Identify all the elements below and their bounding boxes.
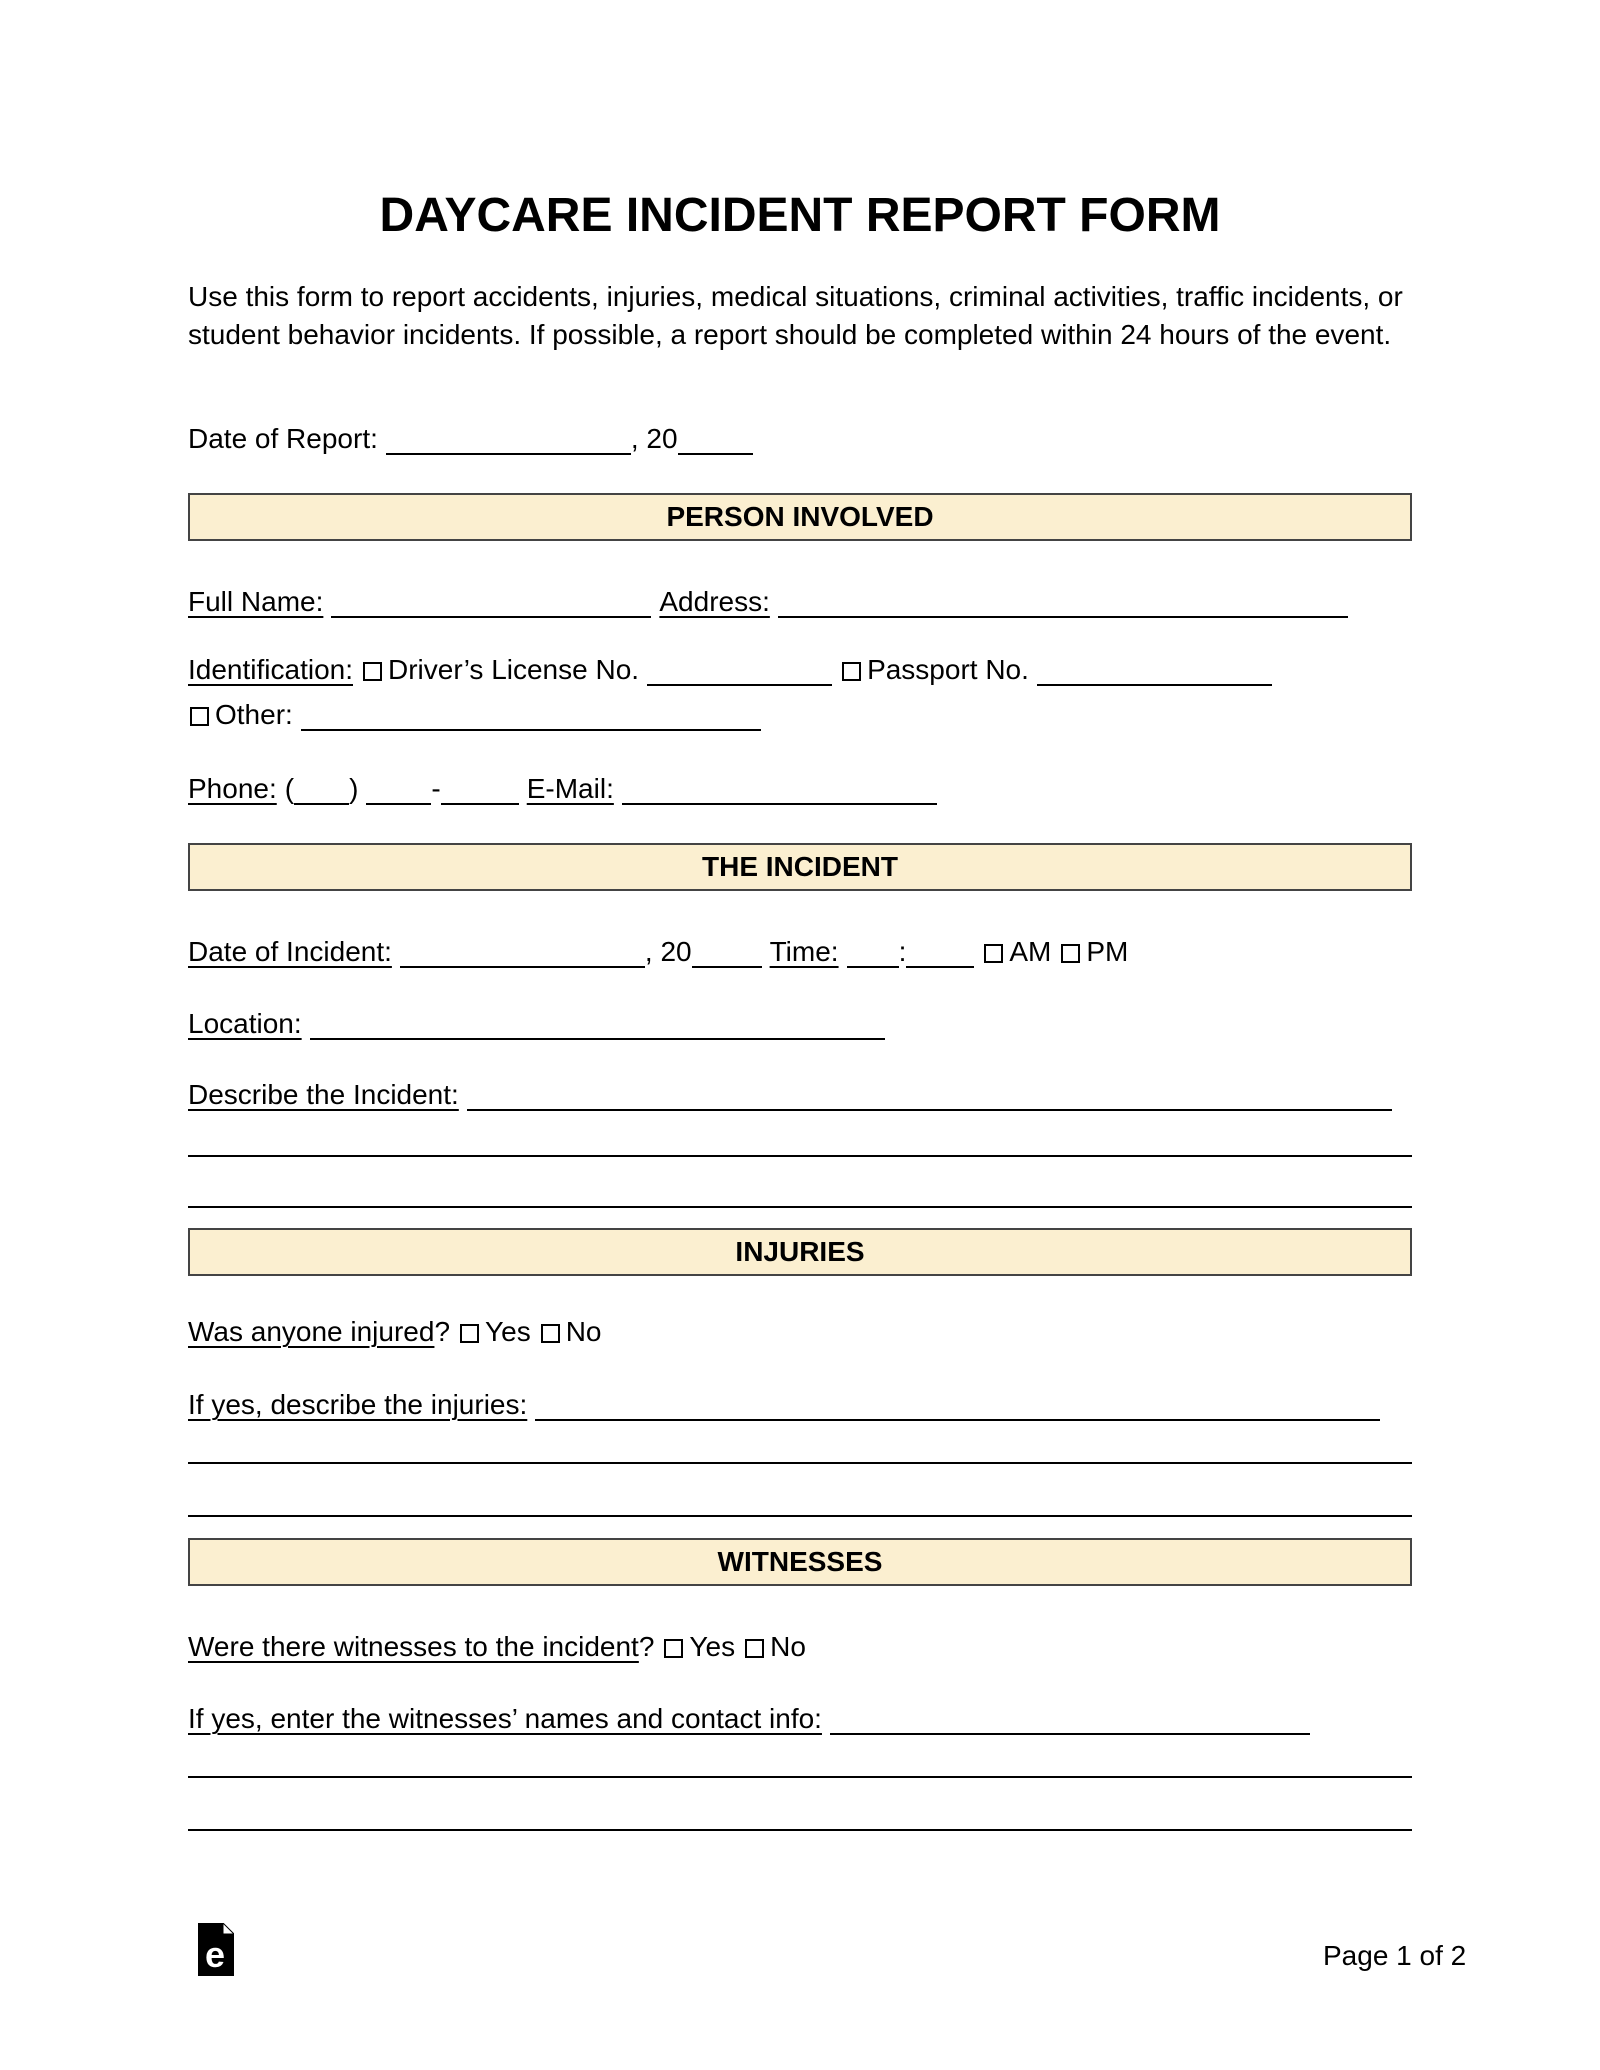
email-blank[interactable] — [622, 779, 937, 805]
svg-text:e: e — [204, 1934, 226, 1975]
describe-incident-blank[interactable] — [467, 1085, 1392, 1111]
date-of-report-year-prefix: , 20 — [630, 423, 678, 454]
witnesses-question: Were there witnesses to the incident — [188, 1631, 639, 1662]
phone-email-row — [188, 770, 937, 808]
witnesses-yes-checkbox[interactable] — [664, 1639, 683, 1658]
describe-injuries-line-3[interactable] — [188, 1515, 1412, 1517]
witnesses-info-line-3[interactable] — [188, 1829, 1412, 1831]
form-content — [188, 0, 1412, 2070]
anyone-injured-question: Was anyone injured — [188, 1316, 435, 1347]
phone-prefix-blank[interactable] — [366, 779, 431, 805]
describe-injuries-label: If yes, describe the injuries: — [188, 1389, 528, 1420]
other-id-blank[interactable] — [301, 705, 761, 731]
time-label: Time: — [769, 936, 839, 967]
full-name-label: Full Name: — [188, 586, 324, 617]
full-name-row — [188, 583, 1348, 621]
injured-yes-label: Yes — [485, 1316, 531, 1347]
time-hour-blank[interactable] — [847, 942, 899, 968]
describe-injuries-line-2[interactable] — [188, 1462, 1412, 1464]
witnesses-question-row — [188, 1628, 806, 1666]
identification-label: Identification: — [188, 654, 353, 685]
incident-year-blank[interactable] — [692, 942, 762, 968]
section-heading-witnesses: WITNESSES — [717, 1546, 883, 1577]
other-id-checkbox[interactable] — [190, 707, 209, 726]
date-of-incident-blank[interactable] — [400, 942, 645, 968]
phone-paren-close: ) — [349, 773, 359, 804]
phone-label: Phone: — [188, 773, 277, 804]
email-label: E-Mail: — [526, 773, 614, 804]
identification-row — [188, 651, 1272, 689]
intro-paragraph: Use this form to report accidents, injuries, medical situations, criminal activities, traffic incidents, or student behavior incidents. If possible, a report should be completed within 24 hours of the event. — [188, 281, 1403, 350]
passport-checkbox[interactable] — [842, 662, 861, 681]
am-checkbox[interactable] — [984, 944, 1003, 963]
describe-incident-line-2[interactable] — [188, 1155, 1412, 1157]
eforms-logo — [198, 1923, 234, 1976]
section-bar-injuries — [188, 1228, 1412, 1276]
section-heading-person-involved: PERSON INVOLVED — [666, 501, 934, 532]
section-bar-person-involved — [188, 493, 1412, 541]
describe-incident-row — [188, 1076, 1392, 1114]
passport-label: Passport No. — [867, 654, 1029, 685]
drivers-license-number-blank[interactable] — [647, 660, 832, 686]
date-of-report-label: Date of Report: — [188, 423, 378, 454]
section-heading-the-incident: THE INCIDENT — [702, 851, 898, 882]
anyone-injured-row — [188, 1313, 602, 1351]
passport-number-blank[interactable] — [1037, 660, 1272, 686]
incident-year-prefix: , 20 — [644, 936, 692, 967]
describe-incident-line-3[interactable] — [188, 1206, 1412, 1208]
drivers-license-checkbox[interactable] — [363, 662, 382, 681]
other-id-label: Other: — [215, 699, 293, 730]
location-row — [188, 1005, 885, 1043]
phone-paren-open: ( — [284, 773, 295, 804]
witnesses-no-label: No — [770, 1631, 806, 1662]
section-bar-witnesses — [188, 1538, 1412, 1586]
identification-other-row — [188, 696, 761, 734]
page-number: Page 1 of 2 — [1323, 1940, 1467, 1971]
witnesses-no-checkbox[interactable] — [745, 1639, 764, 1658]
section-heading-injuries: INJURIES — [735, 1236, 865, 1267]
location-blank[interactable] — [310, 1014, 885, 1040]
pm-label: PM — [1086, 936, 1129, 967]
time-colon: : — [898, 936, 907, 967]
page-title: DAYCARE INCIDENT REPORT FORM — [379, 189, 1221, 242]
phone-dash: - — [431, 773, 441, 804]
pm-checkbox[interactable] — [1061, 944, 1080, 963]
describe-injuries-row — [188, 1386, 1380, 1424]
witnesses-info-blank[interactable] — [830, 1709, 1310, 1735]
describe-injuries-blank[interactable] — [535, 1395, 1380, 1421]
describe-incident-label: Describe the Incident: — [188, 1079, 459, 1110]
witnesses-info-label: If yes, enter the witnesses’ names and contact info: — [188, 1703, 822, 1734]
location-label: Location: — [188, 1008, 302, 1039]
section-bar-the-incident — [188, 843, 1412, 891]
phone-line-blank[interactable] — [441, 779, 519, 805]
am-label: AM — [1009, 936, 1052, 967]
address-label: Address: — [659, 586, 770, 617]
witnesses-yes-label: Yes — [689, 1631, 736, 1662]
date-of-incident-label: Date of Incident: — [188, 936, 392, 967]
time-minute-blank[interactable] — [906, 942, 974, 968]
full-name-blank[interactable] — [331, 592, 651, 618]
witnesses-info-row — [188, 1700, 1310, 1738]
injured-yes-checkbox[interactable] — [460, 1324, 479, 1343]
injured-no-checkbox[interactable] — [541, 1324, 560, 1343]
document-fold-icon — [198, 1923, 234, 1976]
address-blank[interactable] — [778, 592, 1348, 618]
drivers-license-label: Driver’s License No. — [388, 654, 640, 685]
date-of-report-row — [188, 420, 753, 458]
anyone-injured-qmark: ? — [434, 1316, 451, 1347]
date-of-report-year-blank[interactable] — [678, 429, 753, 455]
phone-area-blank[interactable] — [294, 779, 349, 805]
date-of-report-blank[interactable] — [386, 429, 631, 455]
date-of-incident-row — [188, 933, 1128, 971]
injured-no-label: No — [565, 1316, 602, 1347]
witnesses-info-line-2[interactable] — [188, 1776, 1412, 1778]
witnesses-qmark: ? — [638, 1631, 655, 1662]
